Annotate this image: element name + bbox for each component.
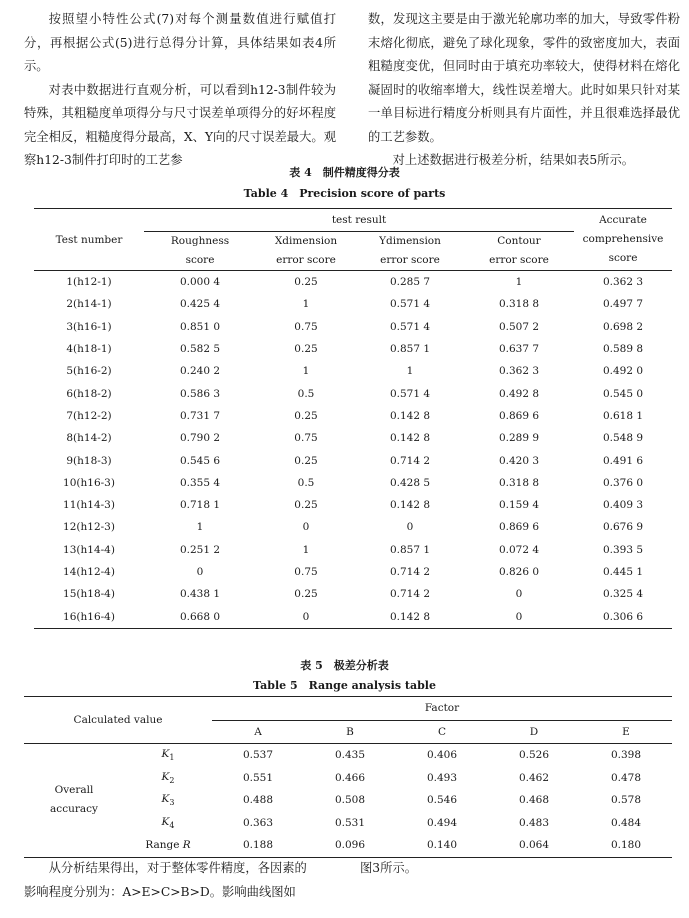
table4-subheader-3-line-1: error score: [489, 254, 549, 266]
table5-cell: 0.435: [334, 749, 366, 762]
table4-cell: 0.618 1: [602, 409, 644, 422]
table5-cell: 0.462: [518, 771, 550, 784]
table4-cell: 1: [302, 365, 310, 378]
table5-row-label: [124, 767, 212, 790]
table4-cell: 0.438 1: [179, 588, 221, 601]
table4-cell: 0.306 6: [602, 610, 644, 623]
table4-cell: 0.571 4: [389, 298, 431, 311]
table5-factor-header: C: [437, 725, 447, 738]
table4-cell: 0.571 4: [389, 320, 431, 333]
table4-cell: 0.142 8: [389, 432, 431, 445]
table5-row-label: [124, 834, 212, 857]
table5-row-label-base: K: [161, 770, 170, 783]
table4-cell: 0.240 2: [179, 365, 221, 378]
table4-cell: 9(h18-3): [66, 454, 112, 467]
table4-subheader-1-line-1: error score: [276, 254, 336, 266]
table4-cell: 0.362 3: [498, 365, 540, 378]
table5-row-label-base: K: [161, 815, 170, 828]
table4-cell: 0.491 6: [602, 454, 644, 467]
table5-factor-header: E: [622, 725, 630, 738]
table4-cell: 0.492 0: [602, 365, 644, 378]
table4-cell: 0.5: [297, 387, 315, 400]
table-4: [34, 208, 672, 629]
table5-cell: 0.508: [334, 794, 366, 807]
table4-cell: 0.851 0: [179, 320, 221, 333]
table4-row: [34, 539, 672, 561]
table5-cell: 0.180: [610, 839, 642, 852]
paragraph-1: 按照望小特性公式(7)对每个测量数值进行赋值打分，再根据公式(5)进行总得分计算，具体结果如表4所示。: [24, 12, 336, 73]
table4-cell: 0.362 3: [602, 276, 644, 289]
table4-cell: 0.409 3: [602, 499, 644, 512]
table4-cell: 0.445 1: [602, 566, 644, 578]
table4-cell: 0.355 4: [179, 476, 221, 489]
table4-subheader-2-line-0: Ydimension: [379, 235, 441, 247]
table4-row: [34, 561, 672, 583]
table5-caption-en: Table 5 Range analysis table: [253, 679, 436, 692]
table4-cell: 0.25: [294, 409, 318, 422]
table4-cell: 0.492 8: [498, 387, 540, 400]
table4-row: [34, 605, 672, 628]
table4-header-accurate: [574, 209, 672, 271]
paragraph-4: 对上述数据进行极差分析，结果如表5所示。: [392, 153, 635, 167]
table4-cell: 0.545 6: [179, 454, 221, 467]
table5-row-label-sub: 1: [169, 753, 175, 763]
table5-cell: 0.488: [242, 794, 274, 807]
table4-header-accurate-l1: Accurate: [599, 214, 647, 226]
table4-header-test-number: Test number: [34, 209, 144, 271]
table4-row: [34, 405, 672, 427]
table4-cell: 0.428 5: [389, 476, 431, 489]
paragraph-3: 数，发现这主要是由于激光轮廓功率的加大，导致零件粉末熔化彻底，避免了球化现象，零件的致密度加大，表面粗糙度变优，但同时由于填充功率较大，使得材料在熔化凝固时的收缩率增大，线性误差增大。此时如果只针对某一单目标进行精度分析则具有片面性，并且很难选择最优的工艺参数。: [368, 12, 680, 144]
table4-cell: 0.25: [294, 343, 318, 356]
table4-cell: 0.5: [297, 476, 315, 489]
table5-row-label-sub: 2: [169, 775, 175, 785]
table5-cell: 0.526: [518, 749, 550, 762]
body-text-columns: [24, 8, 680, 167]
table4-cell: 15(h18-4): [63, 588, 115, 601]
table4-cell: 11(h14-3): [63, 499, 115, 512]
table4-row: [34, 316, 672, 338]
table4-row: [34, 494, 672, 516]
table4-cell: 0.714 2: [389, 454, 431, 467]
table4-cell: 0.285 7: [389, 276, 431, 289]
table5-cell: 0.578: [610, 794, 642, 807]
table4-cell: 5(h16-2): [66, 365, 112, 378]
table4-cell: 14(h12-4): [63, 566, 115, 578]
table4-cell: 0: [406, 521, 414, 534]
table4-cell: 13(h14-4): [63, 543, 115, 556]
table4-caption-en: Table 4 Precision score of parts: [243, 187, 446, 200]
table4-cell: 8(h14-2): [66, 432, 112, 445]
table5-group-label-line: accuracy: [50, 803, 98, 816]
table5-cell: 0.551: [242, 771, 274, 784]
table4-row: [34, 449, 672, 471]
table5-cell: 0.406: [426, 749, 458, 762]
table5-cell: 0.494: [426, 816, 458, 829]
table4-cell: 0.251 2: [179, 543, 221, 556]
table4-cell: 0.857 1: [389, 343, 431, 356]
table4-subheader-3: [464, 232, 574, 271]
table5-cell: 0.096: [334, 839, 366, 852]
table4-cell: 0.376 0: [602, 476, 644, 489]
table4-cell: 1: [302, 543, 310, 556]
table5-row: [24, 744, 672, 767]
table5-cell: 0.493: [426, 771, 458, 784]
paragraph-2: 对表中数据进行直观分析，可以看到h12-3制件较为特殊，其粗糙度单项得分与尺寸误差单项得分的好坏程度完全相反，粗糙度得分最高，X、Y向的尺寸误差最大。观察h12-3制件打印时的工艺参: [24, 82, 336, 167]
closing-text-right-1: 图3所示。: [360, 861, 418, 875]
table4-cell: 0.142 8: [389, 409, 431, 422]
table4-cell: 0.790 2: [179, 432, 221, 445]
table4-cell: 1(h12-1): [66, 276, 112, 289]
table4-cell: 0.714 2: [389, 588, 431, 601]
table5-row-label-base: Range: [145, 839, 183, 852]
table4-cell: 1: [196, 521, 204, 534]
table4-cell: 0.718 1: [179, 499, 221, 512]
table5-header-calc: Calculated value: [24, 697, 212, 744]
table5-cell: 0.140: [426, 839, 458, 852]
table4-cell: 0.25: [294, 454, 318, 467]
table4-cell: 16(h16-4): [63, 610, 115, 623]
table5-cell: 0.483: [518, 816, 550, 829]
table4-cell: 0: [302, 610, 310, 623]
table4-cell: 0: [515, 588, 523, 601]
table4-cell: 0.318 8: [498, 298, 540, 311]
table5-cell: 0.398: [610, 749, 642, 762]
table5-row-label: [124, 812, 212, 835]
table4-cell: 7(h12-2): [66, 409, 112, 422]
table5-factor-header: D: [529, 725, 539, 738]
table4-cell: 0.731 7: [179, 409, 221, 422]
table4-row: [34, 271, 672, 294]
table4-row: [34, 360, 672, 382]
table4-cell: 0.586 3: [179, 387, 221, 400]
table4-row: [34, 293, 672, 315]
table4-cell: 0.497 7: [602, 298, 644, 311]
table5-factor-header: A: [254, 725, 262, 738]
table4-cell: 12(h12-3): [63, 521, 115, 534]
table4-row: [34, 583, 672, 605]
table5-cell: 0.363: [242, 816, 274, 829]
table4-cell: 0.75: [294, 320, 318, 333]
table4-cell: 0: [515, 610, 523, 623]
table4-row: [34, 472, 672, 494]
table5-row-label-sub: 4: [169, 820, 175, 830]
table4-cell: 0.548 9: [602, 432, 644, 445]
table4-caption-cn: 表 4 制件精度得分表: [289, 166, 400, 179]
table5-row-label-base: K: [161, 748, 170, 761]
table5-cell: 0.064: [518, 839, 550, 852]
table4-cell: 6(h18-2): [66, 387, 112, 400]
table4-cell: 0.582 5: [179, 343, 221, 356]
right-column: [368, 8, 680, 173]
table5-cell: 0.188: [242, 839, 274, 852]
table4-cell: 0.507 2: [498, 320, 540, 333]
table4-cell: 3(h16-1): [66, 320, 112, 333]
table5-cell: 0.484: [610, 816, 642, 829]
table4-cell: 0.714 2: [389, 566, 431, 578]
table4-cell: 0.25: [294, 276, 318, 289]
table4-cell: 0.637 7: [498, 343, 540, 356]
table5-cell: 0.478: [610, 771, 642, 784]
table4-cell: 0.676 9: [602, 521, 644, 534]
table4-cell: 0.571 4: [389, 387, 431, 400]
table4-cell: 10(h16-3): [63, 476, 115, 489]
table4-cell: 0.393 5: [602, 543, 644, 556]
table4-row: [34, 427, 672, 449]
table4-cell: 0.857 1: [389, 543, 431, 556]
table4-subheader-0-line-0: Roughness: [170, 235, 230, 247]
table4-cell: 0.159 4: [498, 499, 540, 512]
table5-row-label: [124, 744, 212, 767]
table4-subheader-0: [144, 232, 256, 271]
table4-cell: 0.25: [294, 588, 318, 601]
table4-subheader-1-line-0: Xdimension: [274, 235, 338, 247]
table-5: [24, 696, 672, 858]
table4-cell: 0: [302, 521, 310, 534]
left-column: [24, 8, 336, 173]
table4-cell: 0.289 9: [498, 432, 540, 445]
table4-cell: 4(h18-1): [66, 343, 112, 356]
table4-subheader-0-line-1: score: [185, 254, 215, 266]
table4-subheader-1: [256, 232, 356, 271]
table4-cell: 0: [196, 566, 204, 578]
table4-cell: 0.25: [294, 499, 318, 512]
table4-header-group: test result: [144, 209, 574, 232]
table4-cell: 0.142 8: [389, 610, 431, 623]
table4-cell: 0.325 4: [602, 588, 644, 601]
table4-subheader-2-line-1: error score: [380, 254, 440, 266]
table5-header-factor: Factor: [212, 697, 672, 721]
table4-cell: 0.318 8: [498, 476, 540, 489]
table4-cell: 0.425 4: [179, 298, 221, 311]
table5-cell: 0.546: [426, 794, 458, 807]
table4-cell: 0.826 0: [498, 566, 540, 578]
table4-cell: 0.589 8: [602, 343, 644, 356]
closing-line-1: [24, 856, 674, 880]
table4-subheader-2: [356, 232, 464, 271]
table4-cell: 0.420 3: [498, 454, 540, 467]
closing-text-left-2: 影响程度分别为：A>E>C>B>D。影响曲线图如: [24, 885, 296, 899]
table5-caption-cn: 表 5 极差分析表: [300, 659, 389, 672]
table5-group-label-line: Overall: [54, 784, 94, 797]
table4-row: [34, 382, 672, 404]
table5-cell: 0.537: [242, 749, 274, 762]
table4-cell: 0.869 6: [498, 521, 540, 534]
table5-row-label-sub: 3: [169, 798, 175, 808]
table4-row: [34, 516, 672, 538]
table4-header-accurate-l2: comprehensive score: [582, 233, 664, 264]
table4-cell: 0.142 8: [389, 499, 431, 512]
table5-row-label: [124, 789, 212, 812]
table5-factor-header: B: [346, 725, 354, 738]
table4-cell: 0.75: [294, 566, 318, 578]
table4-cell: 0.545 0: [602, 387, 644, 400]
table4-cell: 1: [406, 365, 414, 378]
table4-cell: 0.869 6: [498, 409, 540, 422]
table5-row-label-sub: R: [182, 839, 191, 852]
table4-cell: 0.698 2: [602, 320, 644, 333]
table5-cell: 0.531: [334, 816, 366, 829]
table4-cell: 0.75: [294, 432, 318, 445]
table4-cell: 1: [302, 298, 310, 311]
table4-subheader-3-line-0: Contour: [497, 235, 541, 247]
table4-cell: 0.072 4: [498, 543, 540, 556]
table5-cell: 0.466: [334, 771, 366, 784]
closing-text-left-1: 从分析结果得出，对于整体零件精度，各因素的: [48, 861, 307, 875]
table4-cell: 0.000 4: [179, 276, 221, 289]
table4-row: [34, 338, 672, 360]
table4-cell: 0.668 0: [179, 610, 221, 623]
table5-row-label-base: K: [161, 793, 170, 806]
table4-cell: 2(h14-1): [66, 298, 112, 311]
table4-cell: 1: [515, 276, 523, 289]
table5-cell: 0.468: [518, 794, 550, 807]
table5-group-label: [24, 744, 124, 858]
